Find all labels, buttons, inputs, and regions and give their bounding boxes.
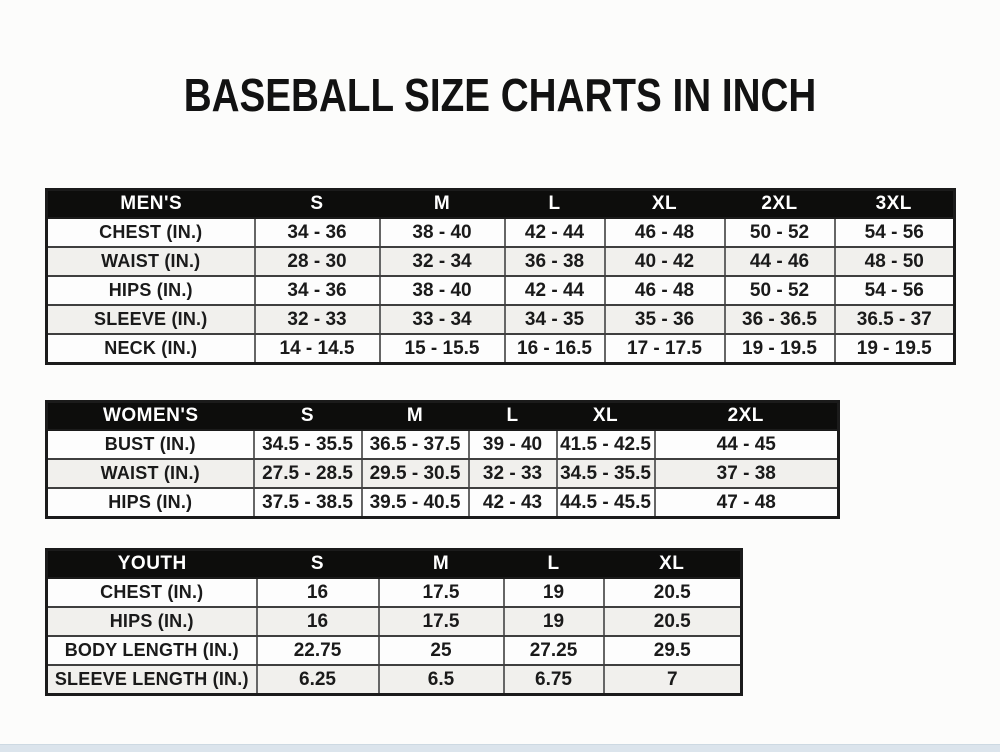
size-value-cell: 46 - 48 — [605, 276, 725, 305]
womens-col-l: L — [469, 402, 557, 431]
mens-header-row — [47, 190, 955, 219]
womens-col-xl: XL — [557, 402, 655, 431]
size-value-cell: 34 - 36 — [255, 218, 380, 247]
row-label-cell: HIPS (IN.) — [47, 488, 254, 518]
youth-col-m: M — [379, 550, 504, 579]
mens-row-neck-in — [47, 334, 955, 364]
size-value-cell: 44 - 45 — [655, 430, 839, 459]
mens-col-l: L — [505, 190, 605, 219]
womens-table-title: WOMEN'S — [47, 402, 254, 431]
mens-size-table — [45, 188, 956, 365]
size-value-cell: 36.5 - 37 — [835, 305, 955, 334]
mens-row-waist-in — [47, 247, 955, 276]
mens-col-xl: XL — [605, 190, 725, 219]
youth-row-body-length-in — [47, 636, 742, 665]
size-value-cell: 34 - 36 — [255, 276, 380, 305]
womens-col-m: M — [362, 402, 469, 431]
mens-col-2xl: 2XL — [725, 190, 835, 219]
size-value-cell: 54 - 56 — [835, 218, 955, 247]
bottom-strip — [0, 744, 1000, 752]
mens-row-sleeve-in — [47, 305, 955, 334]
size-value-cell: 34.5 - 35.5 — [254, 430, 362, 459]
row-label-cell: CHEST (IN.) — [47, 578, 257, 607]
youth-row-sleeve-length-in — [47, 665, 742, 695]
womens-row-hips-in — [47, 488, 839, 518]
size-value-cell: 16 — [257, 578, 379, 607]
womens-size-table — [45, 400, 840, 519]
row-label-cell: WAIST (IN.) — [47, 459, 254, 488]
size-value-cell: 6.75 — [504, 665, 604, 695]
size-value-cell: 34.5 - 35.5 — [557, 459, 655, 488]
size-value-cell: 17.5 — [379, 607, 504, 636]
size-value-cell: 28 - 30 — [255, 247, 380, 276]
size-value-cell: 20.5 — [604, 578, 742, 607]
row-label-cell: BUST (IN.) — [47, 430, 254, 459]
page-title: BASEBALL SIZE CHARTS IN INCH — [183, 69, 817, 121]
womens-header-row — [47, 402, 839, 431]
size-value-cell: 16 — [257, 607, 379, 636]
size-value-cell: 17 - 17.5 — [605, 334, 725, 364]
youth-table-title: YOUTH — [47, 550, 257, 579]
size-value-cell: 29.5 — [604, 636, 742, 665]
womens-row-waist-in — [47, 459, 839, 488]
womens-row-bust-in — [47, 430, 839, 459]
size-value-cell: 50 - 52 — [725, 276, 835, 305]
youth-col-s: S — [257, 550, 379, 579]
row-label-cell: BODY LENGTH (IN.) — [47, 636, 257, 665]
size-value-cell: 17.5 — [379, 578, 504, 607]
size-value-cell: 16 - 16.5 — [505, 334, 605, 364]
size-value-cell: 50 - 52 — [725, 218, 835, 247]
size-value-cell: 47 - 48 — [655, 488, 839, 518]
size-value-cell: 41.5 - 42.5 — [557, 430, 655, 459]
mens-col-m: M — [380, 190, 505, 219]
row-label-cell: HIPS (IN.) — [47, 607, 257, 636]
size-value-cell: 35 - 36 — [605, 305, 725, 334]
womens-col-2xl: 2XL — [655, 402, 839, 431]
size-value-cell: 33 - 34 — [380, 305, 505, 334]
youth-header-row — [47, 550, 742, 579]
youth-size-table — [45, 548, 743, 696]
size-value-cell: 37.5 - 38.5 — [254, 488, 362, 518]
size-value-cell: 27.5 - 28.5 — [254, 459, 362, 488]
youth-row-hips-in — [47, 607, 742, 636]
size-value-cell: 42 - 43 — [469, 488, 557, 518]
row-label-cell: WAIST (IN.) — [47, 247, 255, 276]
youth-col-l: L — [504, 550, 604, 579]
size-value-cell: 44.5 - 45.5 — [557, 488, 655, 518]
size-value-cell: 19 — [504, 607, 604, 636]
size-value-cell: 7 — [604, 665, 742, 695]
size-value-cell: 19 - 19.5 — [835, 334, 955, 364]
size-value-cell: 32 - 33 — [469, 459, 557, 488]
size-value-cell: 6.25 — [257, 665, 379, 695]
size-value-cell: 22.75 — [257, 636, 379, 665]
row-label-cell: CHEST (IN.) — [47, 218, 255, 247]
size-value-cell: 25 — [379, 636, 504, 665]
mens-row-hips-in — [47, 276, 955, 305]
womens-col-s: S — [254, 402, 362, 431]
size-value-cell: 32 - 34 — [380, 247, 505, 276]
size-value-cell: 42 - 44 — [505, 276, 605, 305]
size-value-cell: 40 - 42 — [605, 247, 725, 276]
youth-col-xl: XL — [604, 550, 742, 579]
size-value-cell: 38 - 40 — [380, 276, 505, 305]
size-value-cell: 54 - 56 — [835, 276, 955, 305]
row-label-cell: NECK (IN.) — [47, 334, 255, 364]
size-value-cell: 37 - 38 — [655, 459, 839, 488]
mens-col-s: S — [255, 190, 380, 219]
row-label-cell: SLEEVE LENGTH (IN.) — [47, 665, 257, 695]
size-value-cell: 19 — [504, 578, 604, 607]
mens-col-3xl: 3XL — [835, 190, 955, 219]
size-value-cell: 6.5 — [379, 665, 504, 695]
size-value-cell: 36.5 - 37.5 — [362, 430, 469, 459]
size-value-cell: 36 - 38 — [505, 247, 605, 276]
size-value-cell: 36 - 36.5 — [725, 305, 835, 334]
size-value-cell: 42 - 44 — [505, 218, 605, 247]
size-value-cell: 27.25 — [504, 636, 604, 665]
size-value-cell: 32 - 33 — [255, 305, 380, 334]
size-value-cell: 34 - 35 — [505, 305, 605, 334]
row-label-cell: HIPS (IN.) — [47, 276, 255, 305]
mens-table-title: MEN'S — [47, 190, 255, 219]
size-value-cell: 46 - 48 — [605, 218, 725, 247]
size-value-cell: 39 - 40 — [469, 430, 557, 459]
size-value-cell: 19 - 19.5 — [725, 334, 835, 364]
size-value-cell: 39.5 - 40.5 — [362, 488, 469, 518]
row-label-cell: SLEEVE (IN.) — [47, 305, 255, 334]
size-value-cell: 15 - 15.5 — [380, 334, 505, 364]
mens-row-chest-in — [47, 218, 955, 247]
size-value-cell: 20.5 — [604, 607, 742, 636]
youth-row-chest-in — [47, 578, 742, 607]
size-value-cell: 14 - 14.5 — [255, 334, 380, 364]
size-value-cell: 44 - 46 — [725, 247, 835, 276]
size-value-cell: 29.5 - 30.5 — [362, 459, 469, 488]
size-value-cell: 38 - 40 — [380, 218, 505, 247]
size-value-cell: 48 - 50 — [835, 247, 955, 276]
